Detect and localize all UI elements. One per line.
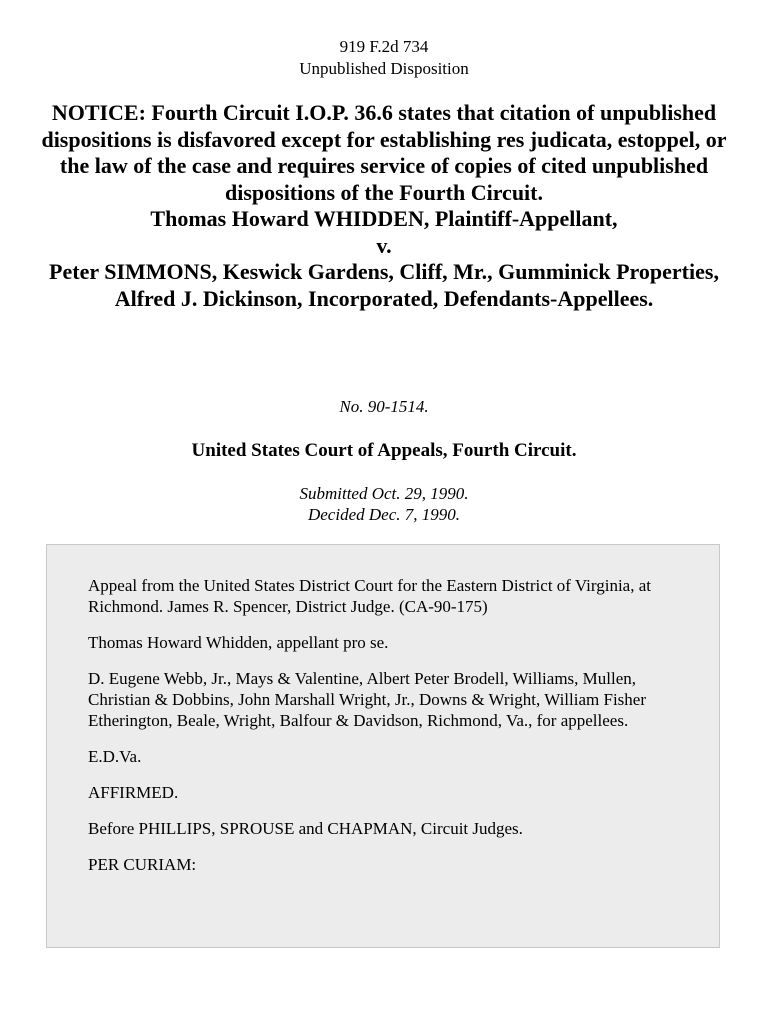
defendants-line: Peter SIMMONS, Keswick Gardens, Cliff, Mr., Gumminick Properties, Alfred J. Dickinson, Incorporated, Defendants-Appellees.: [49, 259, 719, 311]
disposition-label: Unpublished Disposition: [299, 59, 469, 78]
submitted-date: Submitted Oct. 29, 1990.: [299, 484, 469, 503]
docket-number: No. 90-1514.: [339, 397, 429, 416]
appeal-paragraph: Appeal from the United States District Court for the Eastern District of Virginia, at Richmond. James R. Spencer, District Judge. (CA-90-175): [88, 576, 652, 616]
case-details-box: [46, 544, 720, 948]
district-paragraph: E.D.Va.: [88, 747, 142, 766]
court-name: United States Court of Appeals, Fourth Circuit.: [191, 440, 577, 461]
citation: 919 F.2d 734: [339, 37, 429, 56]
per-curiam-paragraph: PER CURIAM:: [88, 855, 197, 874]
result-paragraph: AFFIRMED.: [88, 783, 179, 802]
case-dates: [0, 483, 768, 525]
plaintiff-line: Thomas Howard WHIDDEN, Plaintiff-Appellant,: [150, 206, 618, 231]
appellees-paragraph: D. Eugene Webb, Jr., Mays & Valentine, Albert Peter Brodell, Williams, Mullen, Christian & Dobbins, John Marshall Wright, Jr., Downs & Wright, William Fisher Etherington, Beale, Wright, Balfour & Davidson, Richmond, Va., for appellees.: [88, 669, 646, 730]
case-details-content: [88, 575, 688, 890]
versus-line: v.: [376, 232, 392, 258]
decided-date: Decided Dec. 7, 1990.: [307, 505, 460, 524]
appellant-paragraph: Thomas Howard Whidden, appellant pro se.: [88, 633, 389, 652]
notice-text: NOTICE: Fourth Circuit I.O.P. 36.6 states that citation of unpublished dispositions is disfavored except for establishing res judicata, estoppel, or the law of the case and requires service of copies of cited unpublished dispositions of the Fourth Circuit.: [41, 100, 727, 205]
case-title-block: [40, 100, 728, 312]
judges-paragraph: Before PHILLIPS, SPROUSE and CHAPMAN, Circuit Judges.: [88, 819, 523, 838]
